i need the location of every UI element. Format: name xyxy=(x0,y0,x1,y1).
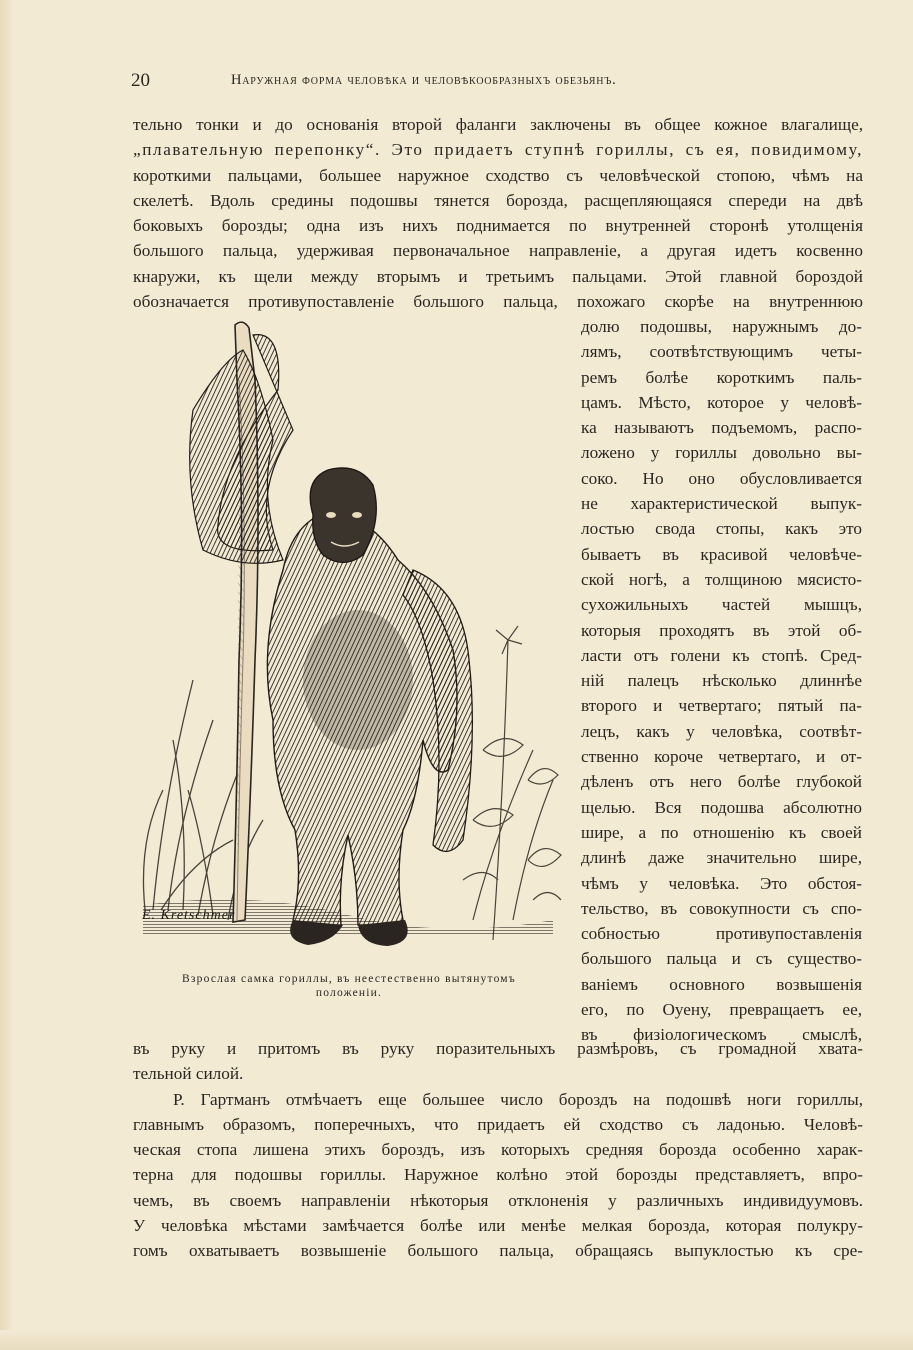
text-line: собностью противупоставленія xyxy=(581,924,862,944)
text-line: цамъ. Мѣсто, которое у человѣ- xyxy=(581,392,862,412)
text-line: которыя проходятъ въ этой об- xyxy=(581,620,862,640)
top-paragraph xyxy=(133,112,863,314)
bottom-paragraph xyxy=(133,1036,863,1264)
text-line: ственно короче четвертаго, и от- xyxy=(581,747,862,767)
text-line: щелью. Вся подошва абсолютно xyxy=(581,797,862,817)
text-line: чемъ, въ своемъ направленіи нѣкоторыя отклоненія у различныхъ индивидуумовъ. xyxy=(133,1190,863,1210)
text-line: сухожильныхъ частей мышцъ, xyxy=(581,595,862,615)
right-column-text xyxy=(581,314,862,1048)
text-line: главнымъ образомъ, поперечныхъ, что придаетъ ей сходство съ ладонью. Человѣ- xyxy=(133,1114,863,1134)
text-line: въ физіологическомъ смыслѣ, xyxy=(581,1025,862,1045)
text-line: второго и четвертаго; пятый па- xyxy=(581,696,862,716)
text-line: ложено у гориллы довольно вы- xyxy=(581,443,862,463)
page-number: 20 xyxy=(131,70,150,91)
text-line: въ руку и притомъ въ руку поразительныхъ размѣровъ, съ громадной хвата- xyxy=(133,1039,863,1058)
text-line: лецъ, какъ у человѣка, соотвѣт- xyxy=(581,721,862,741)
text-line: терна для подошвы гориллы. Наружное колѣно этой борозды представляетъ, впро- xyxy=(133,1165,863,1185)
text-line: ской ногѣ, а толщиною мясисто- xyxy=(581,569,862,589)
text-line: короткими пальцами, большее наружное сходство съ человѣческой стопою, чѣмъ на xyxy=(133,165,863,185)
text-line: тельство, въ совокупности съ спо- xyxy=(581,898,862,918)
text-line: У человѣка мѣстами замѣчается болѣе или менѣе мелкая борозда, которая полукру- xyxy=(133,1216,863,1236)
page-bottom-edge xyxy=(0,1330,913,1350)
text-line: „плавательную перепонку“. Это придаетъ ступнѣ гориллы, съ ея, повидимому, xyxy=(133,140,863,160)
text-line: Р. Гартманъ отмѣчаетъ еще большее число бороздъ на подошвѣ ноги гориллы, xyxy=(173,1089,863,1109)
text-line: соко. Но оно обусловливается xyxy=(581,468,862,488)
text-line: гомъ охватываетъ возвышеніе большого пальца, обращаясь выпуклостью къ сре- xyxy=(133,1241,863,1261)
text-line: ній палецъ нѣсколько длиннѣе xyxy=(581,671,862,691)
text-line: ремъ болѣе короткимъ паль- xyxy=(581,367,862,387)
text-line: большого пальца и съ существо- xyxy=(581,949,862,969)
page-edge-shadow xyxy=(0,0,14,1350)
text-line: большого пальца, удерживая первоначальное направленіе, а другая идетъ косвенно xyxy=(133,241,863,261)
text-line: ческая стопа лишена этихъ бороздъ, изъ которыхъ средняя борозда особенно харак- xyxy=(133,1140,863,1160)
text-line: не характеристической выпук- xyxy=(581,494,862,514)
caption-line: Взрослая самка гориллы, въ неестественно вытянутомъ xyxy=(182,973,516,985)
text-line: лостью свода стопы, какъ это xyxy=(581,519,862,539)
text-line: лямъ, соотвѣтствующимъ четы- xyxy=(581,342,862,362)
text-line: дѣленъ отъ него болѣе глубокой xyxy=(581,772,862,792)
text-line: бываетъ въ красивой человѣче- xyxy=(581,544,862,564)
running-title: Наружная форма человѣка и человѣкообразныхъ обезьянъ. xyxy=(231,72,617,88)
page-header xyxy=(131,70,863,96)
gorilla-illustration xyxy=(133,320,565,960)
text-line: долю подошвы, наружнымъ до- xyxy=(581,317,862,336)
text-line: ваніемъ основного возвышенія xyxy=(581,974,862,994)
text-line: его, по Оуену, превращаетъ ее, xyxy=(581,1000,862,1020)
text-line: скелетѣ. Вдоль средины подошвы тянется борозда, расщепляющаяся спереди на двѣ xyxy=(133,190,863,210)
text-line: ласти отъ голени къ стопѣ. Сред- xyxy=(581,645,862,665)
text-line: боковыхъ борозды; одна изъ нихъ поднимается по внутренней сторонѣ утолщенія xyxy=(133,216,863,236)
text-line: тельно тонки и до основанія второй фаланги заключены въ общее кожное влагалище, xyxy=(133,115,863,134)
caption-line: положеніи. xyxy=(315,987,383,999)
text-line: чѣмъ у человѣка. Это обстоя- xyxy=(581,873,862,893)
text-line: кнаружи, къ щели между вторымъ и третьимъ пальцами. Этой главной бороздой xyxy=(133,266,863,286)
text-line: тельной силой. xyxy=(133,1064,244,1084)
text-line: ка называютъ подъемомъ, распо- xyxy=(581,418,862,438)
text-line: шире, а по отношенію къ своей xyxy=(581,822,862,842)
engraver-signature: E. Kretschmer xyxy=(142,908,236,923)
text-line: обозначается противупоставленіе большого пальца, похожаго скорѣе на внутреннюю xyxy=(133,292,863,312)
text-line: длинѣ даже значительно шире, xyxy=(581,848,862,868)
figure-caption xyxy=(133,972,565,1000)
gorilla-engraving-svg xyxy=(133,320,565,960)
